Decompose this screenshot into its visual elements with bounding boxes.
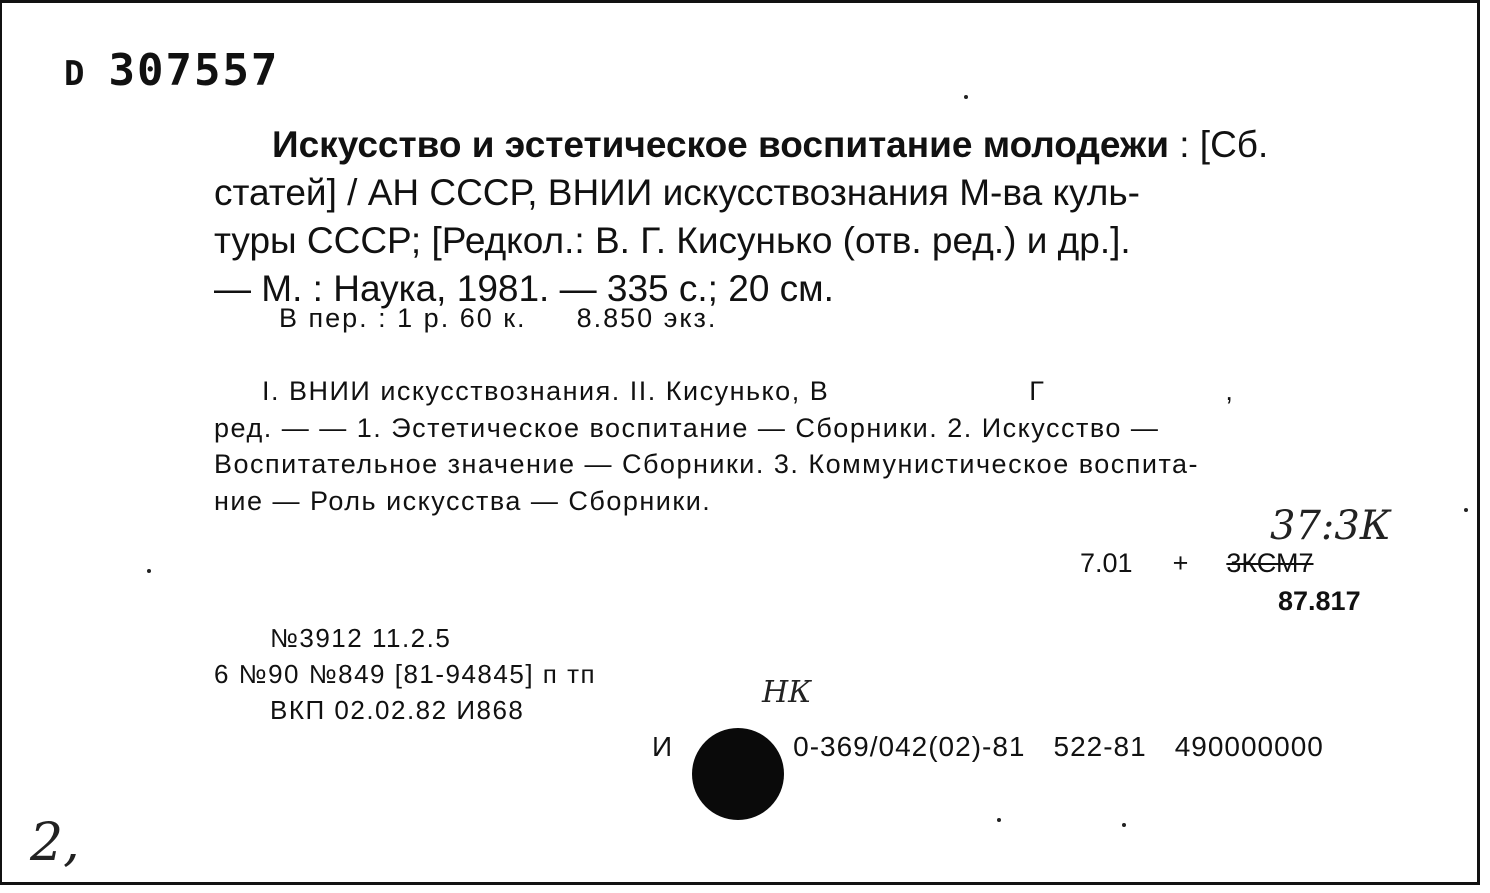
subjects-line-1: [214, 373, 1379, 410]
title-line-2: статей] / АН СССР, ВНИИ искусствознания М-ва куль-: [214, 172, 1140, 213]
book-title: Искусство и эстетическое воспитание молодежи: [272, 124, 1169, 165]
subjects-line-1-a: I. ВНИИ искусствознания. II. Кисунько, В: [262, 376, 830, 406]
subjects-line-4: ние — Роль искусства — Сборники.: [214, 485, 712, 516]
title-line-3: туры СССР; [Редкол.: В. Г. Кисунько (отв. ред.) и др.].: [214, 220, 1131, 261]
isbn-tail: 490000000: [1174, 731, 1324, 762]
price: В пер. : 1 р. 60 к.: [279, 303, 527, 333]
meta-line-3: ВКП 02.02.82 И868: [270, 695, 525, 725]
subject-headings: [214, 373, 1379, 519]
subjects-line-1-c: ,: [1225, 376, 1235, 406]
speck: [1464, 508, 1468, 512]
speck: [997, 818, 1001, 822]
title-line-1: [214, 121, 1379, 169]
meta-line-2: 6 №90 №849 [81-94845] п тп: [214, 659, 597, 689]
card-id-prefix: D: [64, 54, 87, 94]
speck: [964, 95, 968, 99]
handwritten-classification: 37:3К: [1270, 503, 1391, 549]
card-id-number: 307557: [108, 45, 280, 96]
subjects-line-1-b: Г: [1029, 376, 1046, 406]
card-id: [64, 45, 279, 96]
bibliographic-description: [214, 121, 1379, 313]
handwritten-initials: НК: [762, 675, 812, 710]
punch-hole: [692, 728, 784, 820]
subjects-line-3: Воспитательное значение — Сборники. 3. Коммунистическое воспита-: [214, 449, 1200, 479]
isbn-prefix: И: [652, 731, 674, 762]
meta-line-1: №3912 11.2.5: [270, 623, 452, 653]
isbn-num: 522-81: [1053, 731, 1147, 762]
subjects-line-2: ред. — — 1. Эстетическое воспитание — Сборники. 2. Искусство —: [214, 412, 1160, 443]
title-line-4: — М. : Наука, 1981. — 335 с.; 20 см.: [214, 268, 834, 309]
handwritten-number: 2,: [30, 813, 80, 873]
speck: [147, 569, 151, 573]
price-line: [279, 303, 717, 334]
udc-code: 87.817: [1278, 586, 1361, 616]
print-run: 8.850 экз.: [576, 303, 718, 333]
class-plus: +: [1172, 548, 1189, 578]
classification-line: [1080, 548, 1314, 579]
struck-class-code: 3КСМ7: [1226, 548, 1314, 578]
class-code: 7.01: [1080, 548, 1133, 578]
isbn-code: 0-369/042(02)-81: [793, 731, 1026, 762]
title-line-1-rest: : [Сб.: [1168, 124, 1269, 165]
speck: [1122, 823, 1126, 827]
